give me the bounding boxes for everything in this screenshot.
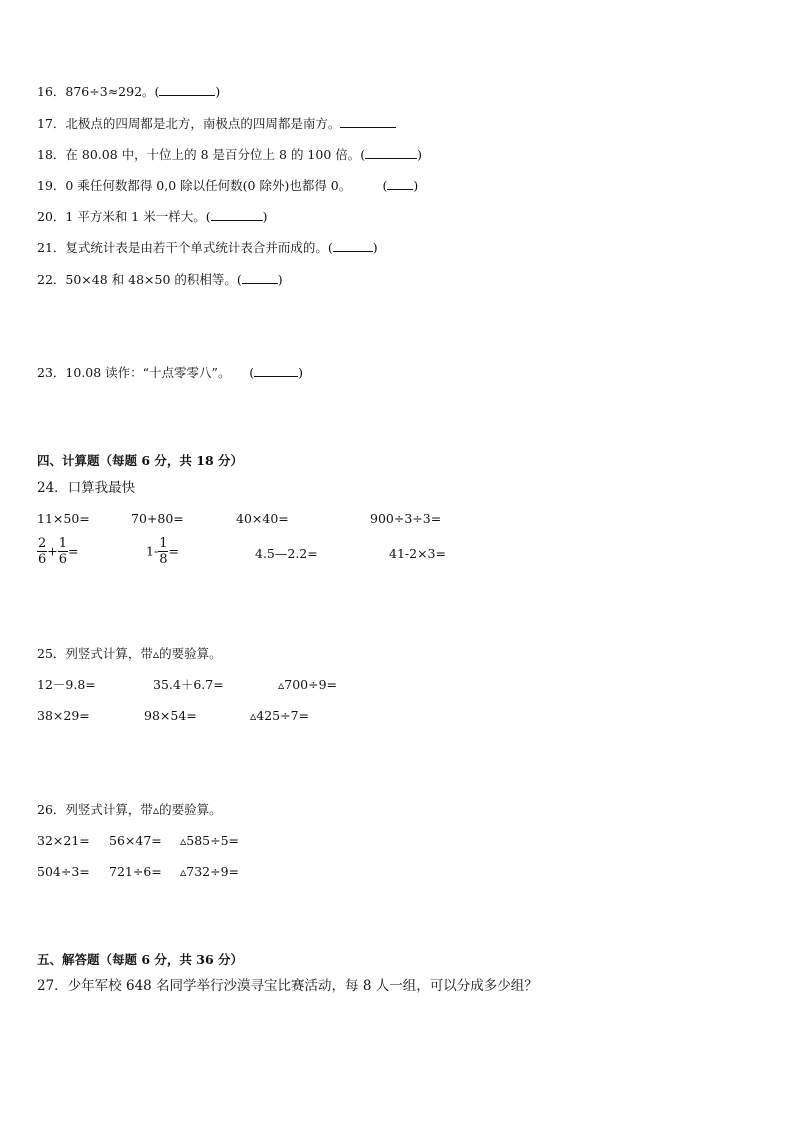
vertical-calc-item: 98×54= — [144, 708, 197, 723]
answer-blank[interactable] — [159, 83, 215, 96]
answer-blank[interactable] — [333, 239, 373, 252]
mental-calc-item: 41-2×3= — [389, 546, 446, 561]
answer-blank[interactable] — [365, 146, 417, 159]
question-number: 17． — [37, 116, 66, 131]
fraction: $\frac{1}{8}$ — [159, 536, 168, 567]
vertical-calc-item: ▵425÷7= — [250, 708, 310, 723]
section-4-title: 四、计算题（每题 6 分，共 18 分） — [37, 453, 244, 468]
question-27 — [37, 977, 538, 995]
question-number: 18． — [37, 147, 66, 162]
fraction: $\frac{2}{6}$ — [38, 536, 47, 567]
question-25 — [37, 645, 222, 663]
question-number: 26． — [37, 802, 66, 817]
vertical-calc-item: ▵732÷9= — [180, 864, 240, 879]
question-number: 19． — [37, 178, 66, 193]
question-text: 50×48 和 48×50 的积相等。( — [65, 272, 242, 287]
question-text: 北极点的四周都是北方，南极点的四周都是南方。 — [65, 116, 341, 131]
question-text: 1 平方米和 1 米一样大。( — [65, 209, 211, 224]
fraction-expression-2: 1- $\frac{1}{8}$ = — [146, 536, 179, 567]
fraction-expression-1: $\frac{2}{6}$ + $\frac{1}{6}$ = — [38, 536, 79, 567]
question-26 — [37, 801, 222, 819]
answer-blank[interactable] — [387, 177, 413, 190]
question-text: 列竖式计算，带▵的要验算。 — [65, 646, 222, 661]
vertical-calc-item: 504÷3= — [37, 864, 90, 879]
question-number: 16． — [37, 84, 66, 99]
vertical-calc-item: 35.4＋6.7= — [153, 677, 224, 692]
question-text: 复式统计表是由若干个单式统计表合并而成的。( — [65, 240, 333, 255]
question-23: 23．10.08 读作：“十点零零八”。 ( ) — [37, 365, 303, 380]
answer-blank[interactable] — [211, 208, 263, 221]
vertical-calc-item: 32×21= — [37, 833, 90, 848]
mental-calc-item: 4.5—2.2= — [255, 546, 318, 561]
vertical-calc-item: 38×29= — [37, 708, 90, 723]
answer-blank[interactable] — [340, 115, 396, 128]
question-number: 22． — [37, 272, 66, 287]
mental-calc-item: 40×40= — [236, 511, 289, 526]
mental-calc-item: 70+80= — [131, 511, 184, 526]
question-text: 876÷3≈292。( — [65, 84, 160, 99]
question-number: 20． — [37, 209, 66, 224]
question-number: 27． — [37, 978, 68, 994]
vertical-calc-item: ▵585÷5= — [180, 833, 240, 848]
vertical-calc-item: 12－9.8= — [37, 677, 96, 692]
question-text: 0 乘任何数都得 0,0 除以任何数(0 除外)也都得 0。 — [65, 178, 346, 193]
question-number: 25． — [37, 646, 66, 661]
vertical-calc-item: 721÷6= — [109, 864, 162, 879]
question-text: 口算我最快 — [67, 480, 136, 496]
answer-blank[interactable] — [254, 364, 298, 377]
question-text: 在 80.08 中，十位上的 8 是百分位上 8 的 100 倍。( — [65, 147, 366, 162]
vertical-calc-item: 56×47= — [109, 833, 162, 848]
answer-blank[interactable] — [242, 271, 278, 284]
question-number: 23． — [37, 365, 66, 380]
question-18: 18．在 80.08 中，十位上的 8 是百分位上 8 的 100 倍。( ) — [37, 147, 423, 162]
question-text: 列竖式计算，带▵的要验算。 — [65, 802, 222, 817]
question-21: 21．复式统计表是由若干个单式统计表合并而成的。( ) — [37, 240, 378, 255]
question-text: 少年军校 648 名同学举行沙漠寻宝比赛活动，每 8 人一组，可以分成多少组？ — [67, 978, 538, 994]
question-text: 10.08 读作：“十点零零八”。 — [65, 365, 225, 380]
question-16: 16．876÷3≈292。( ) — [37, 84, 221, 99]
question-22: 22．50×48 和 48×50 的积相等。( ) — [37, 272, 283, 287]
question-24 — [37, 479, 135, 497]
question-19: 19．0 乘任何数都得 0,0 除以任何数(0 除外)也都得 0。 ( ) — [37, 178, 419, 193]
question-17 — [37, 115, 396, 133]
question-20: 20．1 平方米和 1 米一样大。( ) — [37, 209, 268, 224]
section-5-title: 五、解答题（每题 6 分，共 36 分） — [37, 952, 244, 967]
question-number: 21． — [37, 240, 66, 255]
mental-calc-item: 11×50= — [37, 511, 90, 526]
question-number: 24． — [37, 480, 68, 496]
mental-calc-item: 900÷3÷3= — [370, 511, 442, 526]
fraction: $\frac{1}{6}$ — [58, 536, 68, 567]
vertical-calc-item: ▵700÷9= — [278, 677, 338, 692]
